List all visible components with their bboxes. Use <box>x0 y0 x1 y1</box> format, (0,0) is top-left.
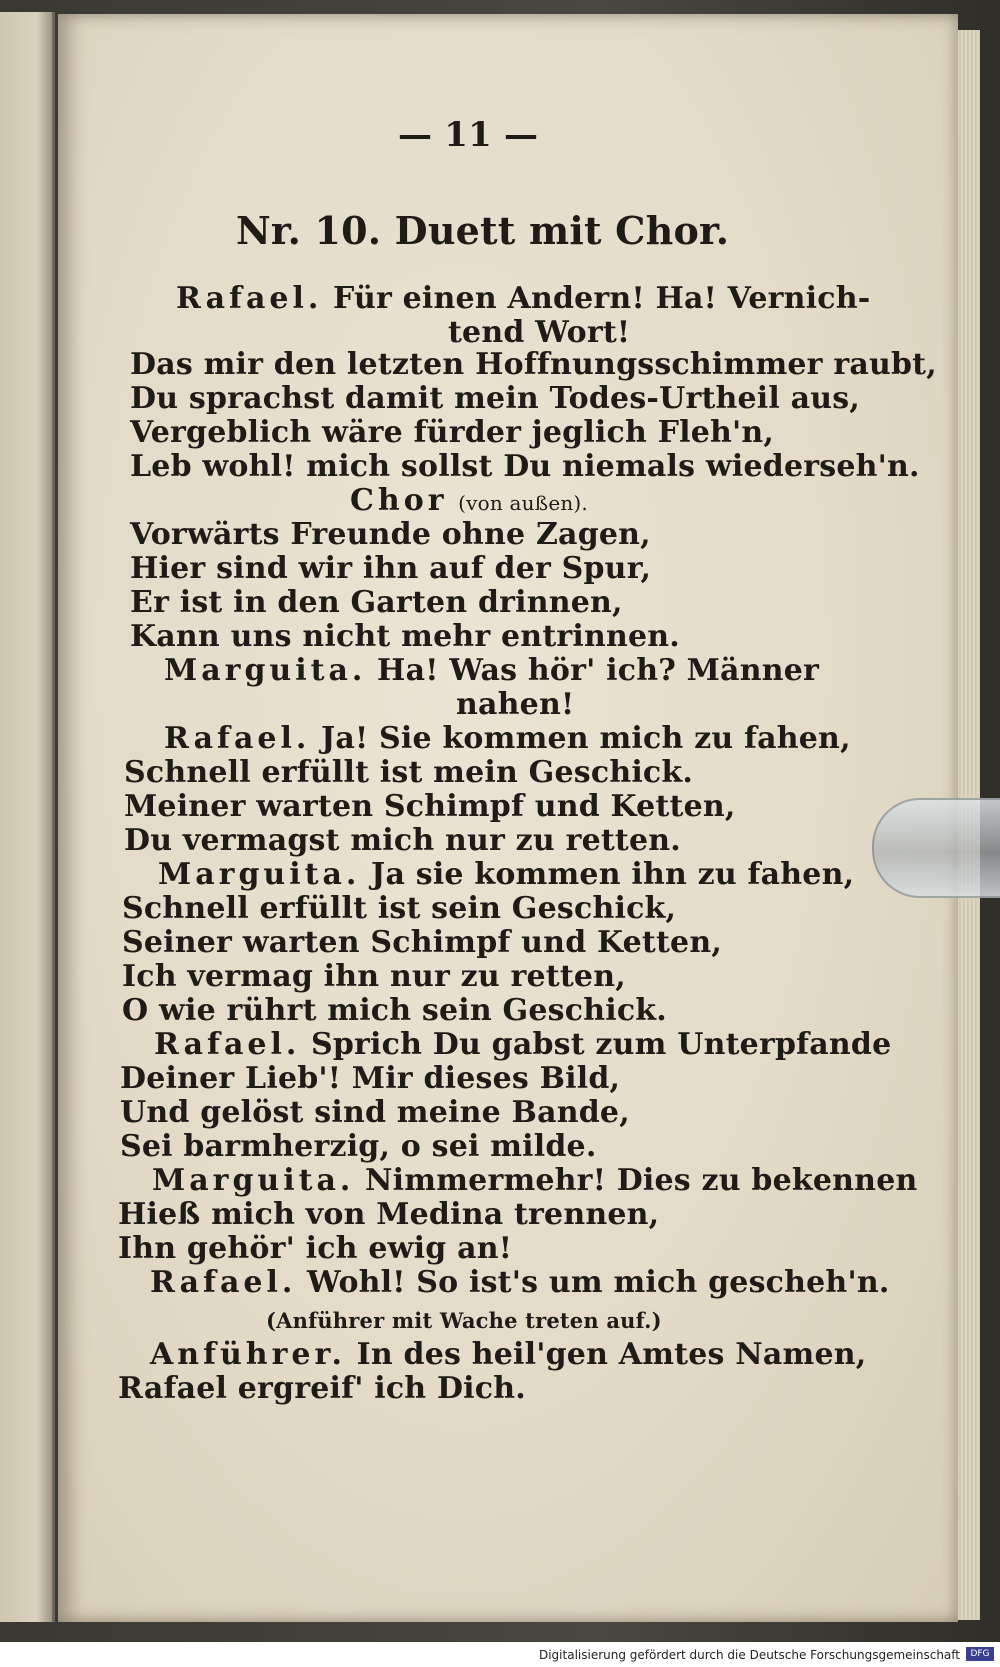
verse-text: Ja sie kommen ihn zu fahen, <box>371 857 855 892</box>
text-line <box>350 484 588 520</box>
verse-text: Sprich Du gabst zum Unterpfande <box>311 1027 892 1062</box>
speaker-name: Marguita. <box>152 1163 355 1198</box>
text-line: Deiner Lieb'! Mir dieses Bild, <box>120 1061 621 1096</box>
speaker-name: Marguita. <box>164 653 367 688</box>
text-line: Hier sind wir ihn auf der Spur, <box>130 551 652 586</box>
speaker-name: Rafael. <box>164 721 311 756</box>
footer-bar <box>0 1642 1000 1667</box>
text-line: Und gelöst sind meine Bande, <box>120 1095 630 1130</box>
text-line: nahen! <box>456 687 575 722</box>
verse-text: Ja! Sie kommen mich zu fahen, <box>321 721 851 756</box>
text-line: Vorwärts Freunde ohne Zagen, <box>130 517 651 552</box>
text-line: Ich vermag ihn nur zu retten, <box>122 959 626 994</box>
speaker-name: Anführer. <box>150 1337 347 1372</box>
text-line: Er ist in den Garten drinnen, <box>130 585 623 620</box>
speaker-name: Rafael. <box>150 1265 297 1300</box>
text-line: Seiner warten Schimpf und Ketten, <box>122 925 722 960</box>
text-line: Du sprachst damit mein Todes-Urtheil aus, <box>130 381 861 416</box>
verse-text: Für einen Andern! Ha! Vernich- <box>333 281 871 316</box>
text-line <box>164 654 819 688</box>
text-line: Kann uns nicht mehr entrinnen. <box>130 619 680 654</box>
text-line <box>154 1028 891 1062</box>
text-line: Meiner warten Schimpf und Ketten, <box>124 789 736 824</box>
text-line: tend Wort! <box>448 315 631 350</box>
text-line: Ihn gehör' ich ewig an! <box>118 1231 513 1266</box>
text-line: Vergeblich wäre fürder jeglich Fleh'n, <box>130 415 775 450</box>
verse-text: In des heil'gen Amtes Namen, <box>356 1337 867 1372</box>
text-line: Rafael ergreif' ich Dich. <box>118 1371 526 1406</box>
text-line <box>152 1164 918 1198</box>
stage-direction: (Anführer mit Wache treten auf.) <box>266 1308 662 1333</box>
stage-direction: (von außen). <box>458 491 588 515</box>
verse-text: Ha! Was hör' ich? Männer <box>377 653 820 688</box>
left-page-edge <box>0 12 55 1622</box>
text-line: Leb wohl! mich sollst Du niemals wiederseh'n. <box>130 449 920 484</box>
text-line <box>150 1266 890 1300</box>
page-number: — 11 — <box>398 115 539 155</box>
speaker-name: Rafael. <box>176 281 323 316</box>
text-line: Hieß mich von Medina trennen, <box>118 1197 660 1232</box>
text-line: Du vermagst mich nur zu retten. <box>124 823 681 858</box>
text-line: O wie rührt mich sein Geschick. <box>122 993 667 1028</box>
dfg-logo: DFG <box>966 1647 994 1661</box>
text-line <box>176 282 870 316</box>
piece-heading: Nr. 10. Duett mit Chor. <box>236 208 730 253</box>
funding-credit: Digitalisierung gefördert durch die Deutsche Forschungsgemeinschaft <box>538 1648 960 1662</box>
text-line: Sei barmherzig, o sei milde. <box>120 1129 597 1164</box>
text-line: Das mir den letzten Hoffnungsschimmer raubt, <box>130 347 937 382</box>
text-line <box>150 1338 866 1372</box>
text-line <box>164 722 851 756</box>
text-line <box>158 858 854 892</box>
verse-text: Nimmermehr! Dies zu bekennen <box>365 1163 918 1198</box>
page-text <box>58 14 958 1622</box>
speaker-name: Marguita. <box>158 857 361 892</box>
text-line: Schnell erfüllt ist mein Geschick. <box>124 755 694 790</box>
speaker-name: Rafael. <box>154 1027 301 1062</box>
verse-text: Wohl! So ist's um mich gescheh'n. <box>307 1265 890 1300</box>
glass-clip <box>872 798 1000 898</box>
speaker-name: Chor <box>350 483 448 518</box>
text-line: Schnell erfüllt ist sein Geschick, <box>122 891 677 926</box>
book-page <box>58 14 958 1622</box>
